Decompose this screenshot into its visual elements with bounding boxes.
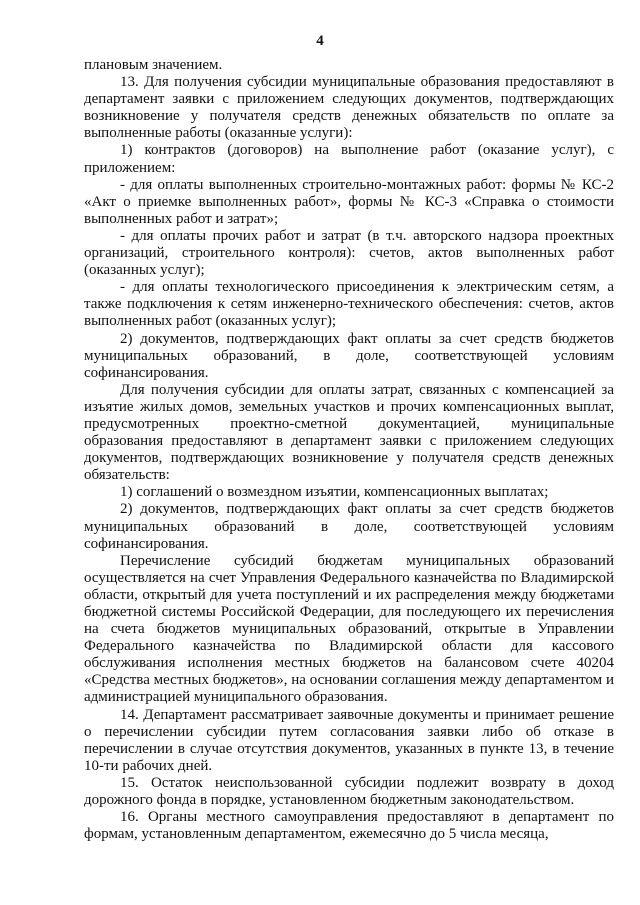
paragraph: 15. Остаток неиспользованной субсидии подлежит возврату в доход дорожного фонда в порядке, установленном бюджетным законодательством. [84, 774, 614, 809]
paragraph: Перечисление субсидий бюджетам муниципальных образований осуществляется на счет Управления Федерального казначейства по Владимирской области, открытый для учета поступлений и их распределения между бюджетами бюджетной системы Российской Федерации, для последующего их перечисления на счета бюджетов муниципальных образований, открытые в Управлении Федерального казначейства по Владимирской области для кассового обслуживания исполнения местных бюджетов на балансовом счете 40204 «Средства местных бюджетов», на основании соглашения между департаментом и администрацией муниципального образования. [84, 552, 614, 706]
paragraph: 2) документов, подтверждающих факт оплаты за счет средств бюджетов муниципальных образований, в доле, соответствующей условиям софинансирования. [84, 330, 614, 381]
document-body [84, 57, 614, 843]
paragraph: 1) контрактов (договоров) на выполнение работ (оказание услуг), с приложением: [84, 142, 614, 176]
paragraph: Для получения субсидии для оплаты затрат, связанных с компенсацией за изъятие жилых домов, земельных участков и прочих компенсационных выплат, предусмотренных проектно-сметной документацией, муниципальные образования предоставляют в департамент заявки с приложением следующих документов, подтверждающих возникновение у получателя средств денежных обязательств: [84, 381, 614, 484]
paragraph: - для оплаты технологического присоединения к электрическим сетям, а также подключения к сетям инженерно-технического обеспечения: счетов, актов выполненных работ (оказанных услуг); [84, 279, 614, 330]
paragraph: 16. Органы местного самоуправления предоставляют в департамент по формам, установленным департаментом, ежемесячно до 5 числа месяца, [84, 809, 614, 843]
paragraph: - для оплаты выполненных строительно-монтажных работ: формы № КС-2 «Акт о приемке выполненных работ», формы № КС-3 «Справка о стоимости выполненных работ и затрат»; [84, 176, 614, 227]
paragraph: 13. Для получения субсидии муниципальные образования предоставляют в департамент заявки с приложением следующих документов, подтверждающих возникновение у получателя средств денежных обязательств по оплате за выполненные работы (оказанные услуги): [84, 74, 614, 142]
paragraph: - для оплаты прочих работ и затрат (в т.ч. авторского надзора проектных организаций, строительного контроля): счетов, актов выполненных работ (оказанных услуг); [84, 227, 614, 279]
paragraph: плановым значением. [84, 57, 223, 73]
paragraph: 14. Департамент рассматривает заявочные документы и принимает решение о перечислении субсидии путем согласования заявки либо об отказе в перечислении в случае отсутствия документов, указанных в пункте 13, в течение 10-ти рабочих дней. [84, 706, 614, 774]
paragraph: 2) документов, подтверждающих факт оплаты за счет средств бюджетов муниципальных образований в доле, соответствующей условиям софинансирования. [84, 501, 614, 552]
page-number: 4 [316, 33, 324, 49]
paragraph: 1) соглашений о возмездном изъятии, компенсационных выплатах; [120, 484, 549, 501]
